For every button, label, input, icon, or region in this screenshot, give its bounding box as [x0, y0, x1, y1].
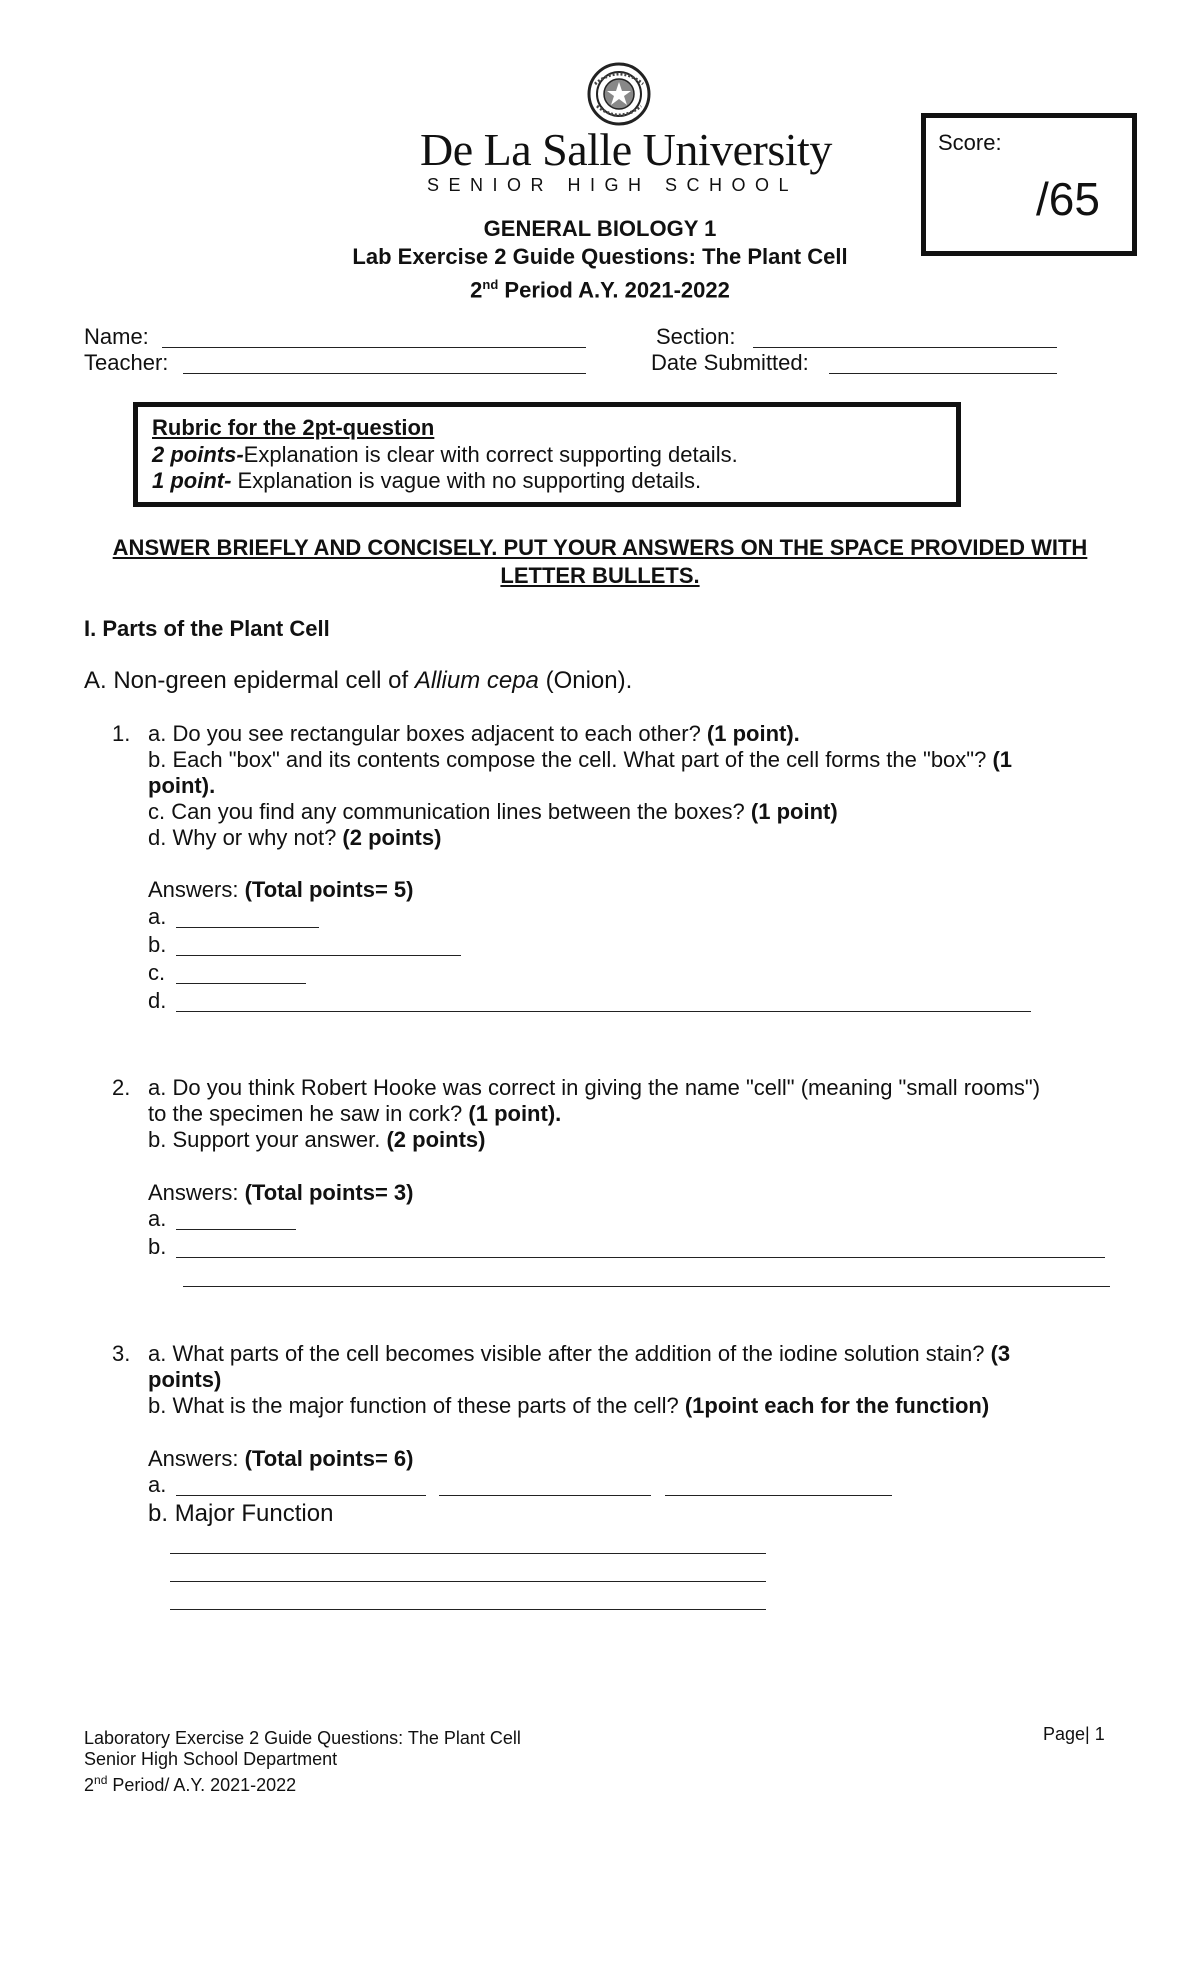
footer-title: Laboratory Exercise 2 Guide Questions: The Plant Cell: [84, 1728, 521, 1748]
rubric-title: Rubric for the 2pt-question: [152, 415, 435, 440]
q1-answer-a-letter: a.: [148, 904, 167, 929]
q1-answer-b-field[interactable]: [176, 955, 461, 956]
q2-part-a-line-1: a. Do you think Robert Hooke was correct in giving the name "cell" (meaning "small rooms"): [148, 1075, 1041, 1100]
exercise-title: Lab Exercise 2 Guide Questions: The Plant Cell: [352, 244, 848, 269]
question-2-number: 2.: [112, 1075, 131, 1100]
q2-answer-a-field[interactable]: [176, 1229, 296, 1230]
period-title: 2nd Period A.Y. 2021-2022: [470, 277, 730, 303]
name-field[interactable]: [162, 347, 586, 348]
name-label: Name:: [84, 324, 149, 349]
q3-major-function-line-2[interactable]: [170, 1581, 766, 1582]
course-title: GENERAL BIOLOGY 1: [483, 216, 717, 241]
q2-part-b: b. Support your answer. (2 points): [148, 1127, 486, 1152]
q3-major-function-line-1[interactable]: [170, 1553, 766, 1554]
q3-part-a: a. What parts of the cell becomes visible after the addition of the iodine solution stain? (3: [148, 1341, 1011, 1366]
rubric-two-points: 2 points-Explanation is clear with correct supporting details.: [152, 442, 738, 467]
q2-answer-a-letter: a.: [148, 1206, 167, 1231]
question-3-number: 3.: [112, 1341, 131, 1366]
score-box: [921, 113, 1137, 256]
q3-major-function-line-3[interactable]: [170, 1609, 766, 1610]
q3-answer-b: b. Major Function: [148, 1500, 334, 1527]
q1-answer-d-field[interactable]: [176, 1011, 1031, 1012]
q1-answer-d-letter: d.: [148, 988, 167, 1013]
date-label: Date Submitted:: [651, 350, 809, 375]
q1-part-b: b. Each "box" and its contents compose the cell. What part of the cell forms the "box"? (1: [148, 747, 1013, 772]
q3-part-b: b. What is the major function of these parts of the cell? (1point each for the function): [148, 1393, 990, 1418]
q2-answers-label: Answers: (Total points= 3): [148, 1180, 414, 1205]
university-seal-icon: [587, 62, 651, 126]
q2-answer-b-field-continued[interactable]: [183, 1286, 1110, 1287]
q3-answer-a-field-1[interactable]: [176, 1495, 426, 1496]
q1-answers-label: Answers: (Total points= 5): [148, 877, 414, 902]
q2-answer-b-field[interactable]: [176, 1257, 1105, 1258]
q1-answer-c-field[interactable]: [176, 983, 306, 984]
q3-answer-a-field-2[interactable]: [439, 1495, 651, 1496]
q1-answer-b-letter: b.: [148, 932, 167, 957]
q3-part-a-points: points): [148, 1367, 222, 1392]
rubric-box: [133, 402, 961, 507]
q1-part-d: d. Why or why not? (2 points): [148, 825, 442, 850]
footer-period: 2nd Period/ A.Y. 2021-2022: [84, 1773, 297, 1795]
q1-part-a: a. Do you see rectangular boxes adjacent to each other? (1 point).: [148, 721, 800, 746]
section-field[interactable]: [753, 347, 1057, 348]
subsection-heading: A. Non-green epidermal cell of Allium cepa (Onion).: [84, 667, 633, 694]
teacher-label: Teacher:: [84, 350, 169, 375]
q3-answer-a-field-3[interactable]: [665, 1495, 892, 1496]
rubric-one-point: 1 point- Explanation is vague with no supporting details.: [152, 468, 702, 493]
instructions-line-2: LETTER BULLETS.: [500, 563, 700, 588]
university-name: De La Salle University: [420, 124, 832, 175]
score-total: /65: [1036, 173, 1100, 225]
q3-answers-label: Answers: (Total points= 6): [148, 1446, 414, 1471]
question-1-number: 1.: [112, 721, 131, 746]
section-label: Section:: [656, 324, 736, 349]
q1-part-c: c. Can you find any communication lines between the boxes? (1 point): [148, 799, 838, 824]
page-number: Page| 1: [1043, 1724, 1105, 1744]
school-name: SENIOR HIGH SCHOOL: [427, 175, 799, 195]
instructions-line-1: ANSWER BRIEFLY AND CONCISELY. PUT YOUR ANSWERS ON THE SPACE PROVIDED WITH: [112, 535, 1088, 560]
footer-department: Senior High School Department: [84, 1749, 338, 1769]
q1-answer-c-letter: c.: [148, 960, 166, 985]
q2-part-a-line-2: to the specimen he saw in cork? (1 point).: [148, 1101, 562, 1126]
teacher-field[interactable]: [183, 373, 586, 374]
q2-answer-b-letter: b.: [148, 1234, 167, 1259]
q1-answer-a-field[interactable]: [176, 927, 319, 928]
date-submitted-field[interactable]: [829, 373, 1057, 374]
section-heading: I. Parts of the Plant Cell: [84, 616, 330, 641]
q1-part-b-points: point).: [148, 773, 216, 798]
q3-answer-a-letter: a.: [148, 1472, 167, 1497]
score-label: Score:: [938, 130, 1002, 155]
